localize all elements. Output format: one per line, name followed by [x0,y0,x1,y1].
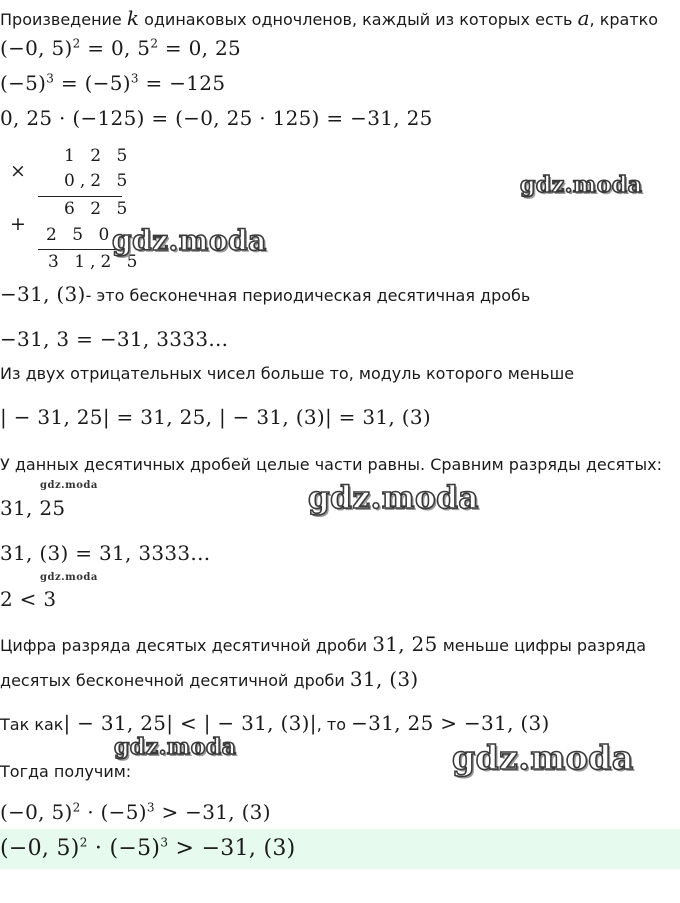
periodic-text: - это бесконечная периодическая десятичная дробь [85,286,531,305]
since-line [0,711,550,735]
col-divider-1 [38,196,122,197]
col-result: 3 1,2 5 [48,252,143,272]
plus-sign: + [10,213,31,235]
answer-exp1: 2 [79,835,88,850]
rule-text: Из двух отрицательных чисел больше то, модуль которого меньше [0,364,575,383]
answer-right: > −31, (3) [168,836,296,861]
number-b: 31, (3) = 31, 3333... [0,541,211,565]
col-row-3: 6 2 5 [64,199,133,219]
since-middle: , то [316,715,352,734]
final-inequality [0,800,271,824]
digit-text-2-math: 31, (3) [349,667,419,691]
since-math-2: −31, 25 > −31, (3) [351,711,550,735]
digit-text-1-before: Цифра разряда десятых десятичной дроби [0,636,373,655]
digit-text-1-math: 31, 25 [372,632,438,656]
intro-text-middle: одинаковых одночленов, каждый из которых есть [138,10,578,29]
compare-text: У данных десятичных дробей целые части равны. Сравним разряды десятых: [0,455,662,474]
var-k: k [126,6,139,30]
watermark-7: gdz.moda [452,738,634,777]
digit-text-1 [0,632,646,656]
intro-text-after: , кратко [589,10,659,29]
col-row-4: 2 5 0 [46,225,115,245]
then-text: Тогда получим: [0,762,132,781]
eq2-exp2: 3 [130,71,139,86]
answer-middle: · (−5) [87,836,161,861]
digits-compare: 2 < 3 [0,587,57,611]
eq1-exp2: 2 [150,36,159,51]
watermark-2: gdz.moda [112,224,267,257]
eq2-left: (−5) [0,71,47,95]
final-left: (−0, 5) [0,800,73,824]
col-row-1: 1 2 5 [64,146,133,166]
watermark-5: gdz.moda [40,572,98,583]
digit-text-2-before: десятых бесконечной десятичной дроби [0,671,350,690]
periodic-line [0,282,530,306]
periodic-equation: −31, 3 = −31, 3333... [0,327,229,351]
watermark-6: gdz.moda [114,734,237,760]
digit-text-2 [0,667,419,691]
intro-text-before: Произведение [0,10,127,29]
answer-left: (−0, 5) [0,836,80,861]
col-row-2: 0,2 5 [64,171,133,191]
final-right: > −31, (3) [154,800,271,824]
watermark-1: gdz.moda [520,172,643,198]
eq2-middle: = (−5) [54,71,131,95]
eq2-right: = −125 [138,71,226,95]
eq1-right: = 0, 25 [158,36,242,60]
equation-1 [0,36,241,60]
col-divider-2 [38,249,122,250]
eq1-middle: = 0, 5 [80,36,151,60]
final-exp2: 3 [146,800,155,815]
periodic-math: −31, (3) [0,282,86,306]
answer-inequality [0,836,296,861]
eq1-exp1: 2 [72,36,81,51]
eq1-left: (−0, 5) [0,36,73,60]
moduli-equation: | − 31, 25| = 31, 25, | − 31, (3)| = 31, (3) [0,405,431,429]
since-math-1: | − 31, 25| < | − 31, (3)| [63,711,317,735]
eq2-exp1: 3 [46,71,55,86]
watermark-3: gdz.moda [40,480,98,491]
watermark-4: gdz.moda [308,480,479,516]
intro-line [0,6,658,30]
since-before: Так как [0,715,64,734]
equation-2 [0,71,225,95]
digit-text-1-after: меньше цифры разряда [437,636,647,655]
number-a: 31, 25 [0,496,66,520]
final-exp1: 2 [72,800,81,815]
final-middle: · (−5) [80,800,147,824]
equation-3: 0, 25 · (−125) = (−0, 25 · 125) = −31, 25 [0,106,433,130]
answer-exp2: 3 [160,835,169,850]
times-sign: × [10,160,31,182]
var-a: a [577,6,590,30]
